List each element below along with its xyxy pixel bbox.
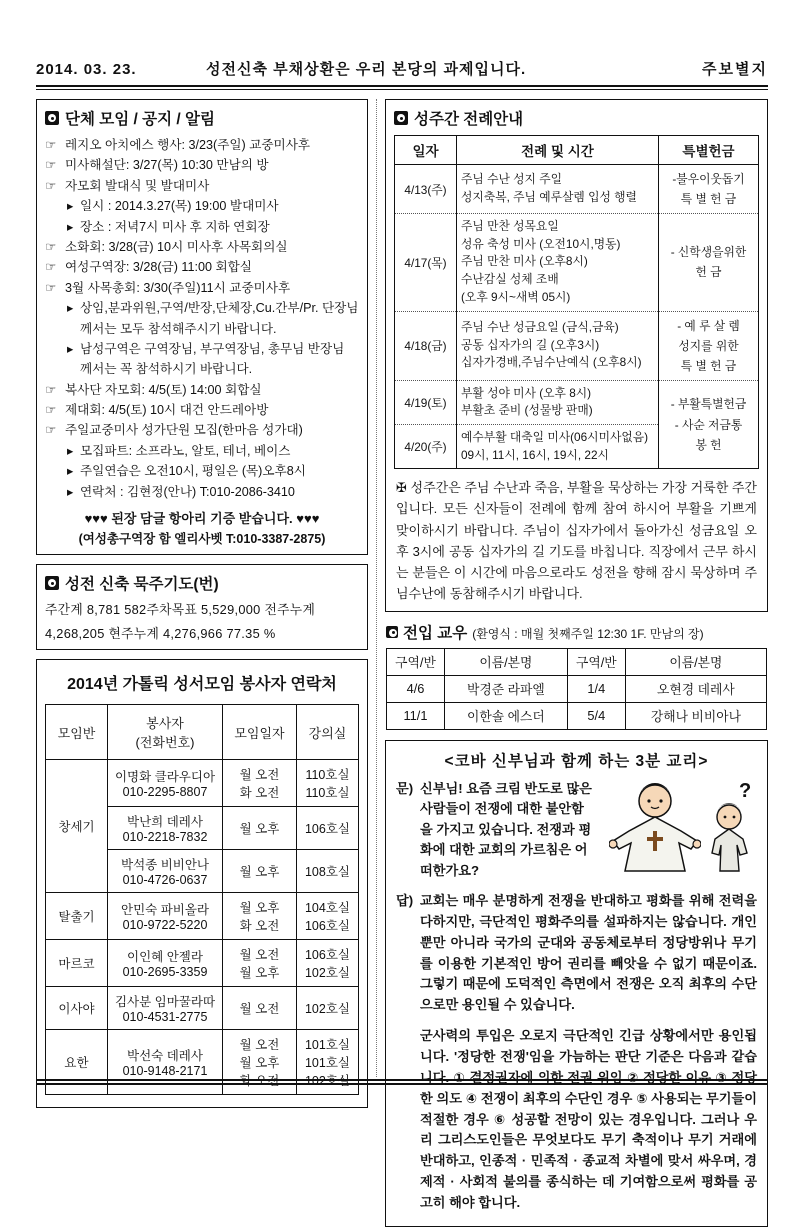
header-divider [36, 85, 768, 90]
offering-line: - 신학생을위한 [670, 245, 747, 260]
notice-subitem [45, 441, 359, 461]
rosary-section [36, 564, 368, 650]
transfers-table [386, 648, 767, 730]
holy-week-section [385, 99, 768, 612]
arrow-bullet-icon: ▸ [67, 219, 74, 234]
holy-week-note [394, 477, 759, 603]
pointing-hand-icon: ☞ [45, 158, 57, 173]
notice-item [45, 155, 359, 175]
room: 102호실 [304, 1074, 350, 1089]
offering-line: 특 별 헌 금 [680, 358, 737, 373]
room: 108호실 [304, 865, 350, 880]
cell-group: 이사야 [46, 987, 108, 1030]
section-bullet-icon [45, 111, 59, 125]
day: 월 오전 [239, 768, 280, 783]
cell-day [223, 807, 297, 850]
volunteer-phone: 010-4531-2775 [122, 1010, 208, 1025]
notice-item [45, 176, 359, 196]
pointing-hand-icon: ☞ [45, 178, 57, 193]
transfers-subtitle: (환영식 : 매월 첫째주일 12:30 1F. 만남의 장) [472, 626, 704, 641]
notice-item [45, 278, 359, 298]
rosary-title-row [45, 572, 359, 594]
notice-item [45, 380, 359, 400]
offering-line: -불우이웃돕기 [672, 172, 745, 186]
header-date: 2014. 03. 23. [36, 61, 137, 78]
cell-room [297, 940, 359, 987]
cell-offering [659, 311, 759, 380]
liturgy-line: 주님 만찬 성목요일 [461, 219, 559, 234]
cell-zone: 4/6 [387, 675, 445, 702]
question-mark: ? [739, 779, 752, 802]
table-row [395, 380, 759, 424]
pointing-hand-icon: ☞ [45, 403, 57, 418]
liturgy-line: 공동 십자가의 길 (오후3시) [461, 337, 600, 352]
cell-person [108, 893, 223, 940]
volunteer-phone: 010-2695-3359 [122, 965, 208, 980]
pointing-hand-icon: ☞ [45, 138, 57, 152]
cell-group: 창세기 [46, 760, 108, 893]
page-header [36, 58, 768, 79]
pointing-hand-icon: ☞ [45, 382, 57, 397]
table-row [46, 987, 359, 1030]
answer-paragraph-2: 군사력의 투입은 오로지 극단적인 긴급 상황에서만 용인됩니다. '정당한 전쟁'임을 가늠하는 판단 기준은 다음과 같습니다. ① 결정권자에 의한 전권 위임 ② 정당한 이유 ③ 정당한 의도 ④ 전쟁이 최후의 수단인 경우 ⑤ 사용되는 무기들이 적절한 경우 ⑥ 성공할 전망이 있는 경우입니다. 그러나 우리 그리스도인들은 무엇보다도 무기 축적이나 무기 거래에 반대하고, 인종적 · 민족적 · 종교적 차별에 맞서 싸우며, 경제적 · 사회적 불의를 종식하는 데 기여함으로써 평화를 공고히 해야 합니다. [420, 1028, 757, 1210]
arrow-bullet-icon: ▸ [67, 464, 74, 479]
volunteer-name: 박난희 데레사 [127, 815, 203, 830]
col-header-group: 모임반 [46, 705, 108, 760]
col-header-room: 강의실 [297, 705, 359, 760]
offering-line: 성지를 위한 [678, 338, 739, 353]
notices-title: 단체 모임 / 공지 / 알림 [65, 111, 215, 128]
left-column [36, 99, 368, 1227]
day: 월 오후 [239, 901, 280, 916]
day: 화 오전 [239, 919, 280, 934]
table-row [395, 214, 759, 311]
room: 102호실 [304, 966, 350, 981]
volunteer-name: 김사분 임마꿀라따 [114, 995, 216, 1010]
volunteers-section [36, 659, 368, 1108]
volunteer-phone: 010-2218-7832 [122, 830, 208, 845]
notice-text: 여성구역장: 3/28(금) 11:00 회합실 [65, 260, 252, 275]
table-row [387, 675, 767, 702]
volunteer-name: 이인혜 안젤라 [127, 950, 203, 965]
transfers-title: 전입 교우 [403, 624, 468, 642]
notice-item [45, 420, 359, 440]
cell-day [223, 850, 297, 893]
day: 월 오후 [239, 822, 280, 837]
column-divider [368, 99, 377, 1077]
notice-text: 연락처 : 김현정(안나) T:010-2086-3410 [80, 484, 295, 499]
room: 106호실 [304, 822, 350, 837]
volunteer-phone: 010-2295-8807 [122, 785, 208, 800]
pointing-hand-icon: ☞ [45, 239, 57, 254]
notice-text: 모집파트: 소프라노, 알토, 테너, 베이스 [80, 443, 291, 458]
cell-room [297, 893, 359, 940]
day: 월 오후 [239, 1056, 280, 1071]
holy-week-note-text: 성주간은 주님 수난과 죽음, 부활을 묵상하는 가장 거룩한 주간입니다. 모든 신자들이 전례에 함께 참여 하시어 부활을 기쁘게 맞이하시기 바랍니다. 주님이 십자가에서 돌아가신 성금요일 오후 3시에 공동 십자가의 길 기도를 바칩니다. 직장에서 근무 하시는 분들은 이 시간에 마음으로라도 성전을 향해 잠시 묵상하며 주님수난에 동참해주시기 바랍니다. [396, 480, 757, 601]
cell-person [108, 850, 223, 893]
cell-offering [659, 214, 759, 311]
notice-item [45, 400, 359, 420]
volunteer-name: 박선숙 데레사 [127, 1049, 203, 1064]
rosary-stats-line2: 4,268,205 현주누계 4,276,966 77.35 % [45, 626, 276, 642]
arrow-bullet-icon: ▸ [67, 301, 74, 316]
offering-line: - 예 루 살 렘 [677, 318, 740, 333]
liturgy-line: 성지축복, 주님 예루살렘 입성 행렬 [461, 190, 637, 205]
cell-day [223, 760, 297, 807]
notices-section [36, 99, 368, 555]
holy-week-title: 성주간 전례안내 [414, 111, 524, 128]
cell-date: 4/18(금) [395, 311, 457, 380]
offering-line: 헌 금 [695, 265, 722, 280]
rosary-stats-line1: 주간계 8,781 582주차목표 5,529,000 전주누계 [45, 602, 316, 618]
liturgy-line: 주님 수난 성지 주일 [461, 172, 562, 187]
col-header-person [108, 705, 223, 760]
cell-zone: 11/1 [387, 702, 445, 729]
liturgy-line: 십자가경배,주님수난예식 (오후8시) [461, 355, 642, 370]
catechism-answer-block [396, 891, 757, 1016]
cell-date: 4/20(주) [395, 425, 457, 469]
notice-text: 남성구역은 구역장님, 부구역장님, 총무님 반장님 께서는 꼭 참석하시기 바랍니다. [80, 341, 345, 377]
pointing-hand-icon: ☞ [45, 423, 57, 438]
cell-day [223, 893, 297, 940]
notices-title-row [45, 107, 359, 129]
cell-room [297, 807, 359, 850]
table-row [395, 165, 759, 214]
cell-date: 4/17(목) [395, 214, 457, 311]
arrow-bullet-icon: ▸ [67, 484, 74, 499]
room: 101호실 [304, 1038, 350, 1053]
table-row [46, 760, 359, 807]
header-slogan: 성전신축 부채상환은 우리 본당의 과제입니다. [206, 61, 527, 78]
room: 110호실 [305, 786, 350, 801]
col-header-person-line2: (전화번호) [135, 735, 195, 751]
catechism-question-block [396, 779, 757, 881]
cell-room [297, 760, 359, 807]
question-text-wrap [396, 779, 593, 881]
day: 월 오후 [239, 966, 280, 981]
table-header-row [395, 136, 759, 165]
day: 월 오전 [239, 1002, 280, 1017]
answer-label: 답) [396, 892, 414, 908]
volunteer-phone: 010-9722-5220 [122, 918, 208, 933]
cell-person [108, 940, 223, 987]
section-bullet-icon [386, 626, 398, 638]
room: 106호실 [304, 948, 350, 963]
question-text: 신부님! 요즘 크림 반도로 많은 사람들이 전쟁에 대한 불안함을 가지고 있습니다. 전쟁과 평화에 대한 교회의 가르침은 어떠한가요? [420, 780, 592, 878]
holy-week-table [394, 135, 759, 469]
notice-text: 복사단 자모회: 4/5(토) 14:00 회합실 [65, 382, 262, 397]
volunteer-phone: 010-9148-2171 [122, 1064, 208, 1079]
cell-person [108, 807, 223, 850]
day: 월 오전 [239, 948, 280, 963]
day: 월 오후 [239, 865, 280, 880]
rosary-title: 성전 신축 묵주기도(번) [65, 576, 219, 594]
cell-offering [659, 380, 759, 469]
volunteer-name: 이명화 클라우디아 [114, 770, 216, 785]
cell-name: 오현경 데레사 [625, 675, 766, 702]
offering-line: - 사순 저금통 [674, 417, 743, 432]
notice-text: 일시 : 2014.3.27(목) 19:00 발대미사 [80, 199, 279, 214]
cell-group: 마르코 [46, 940, 108, 987]
table-row [387, 702, 767, 729]
pointing-hand-icon: ☞ [45, 260, 57, 275]
cell-group: 탈출기 [46, 893, 108, 940]
notice-text: 3월 사목총회: 3/30(주일)11시 교중미사후 [65, 280, 291, 295]
cell-zone: 1/4 [567, 675, 625, 702]
notice-subitem [45, 217, 359, 237]
liturgy-line: (오후 9시~새벽 05시) [461, 289, 571, 304]
cell-person [108, 760, 223, 807]
notice-subitem [45, 196, 359, 216]
notice-text: 주일교중미사 성가단원 모집(한마음 성가대) [65, 423, 303, 438]
col-header-date: 일자 [395, 136, 457, 165]
section-bullet-icon [394, 111, 408, 125]
notice-text: 자모회 발대식 및 발대미사 [65, 178, 210, 193]
cell-room [297, 987, 359, 1030]
cell-name: 강해나 비비아나 [625, 702, 766, 729]
volunteers-title: 2014년 가톨릭 성서모임 봉사자 연락처 [67, 676, 337, 694]
volunteer-name: 박석종 비비안나 [121, 858, 209, 873]
col-header-liturgy: 전례 및 시간 [457, 136, 659, 165]
cell-name: 이한솔 에스더 [445, 702, 568, 729]
liturgy-line: 예수부활 대축일 미사(06시미사없음) [461, 430, 649, 445]
cell-liturgy [457, 214, 659, 311]
footer-divider [36, 1079, 768, 1085]
col-header-offering: 특별헌금 [659, 136, 759, 165]
volunteers-table [45, 704, 359, 1095]
notice-item [45, 257, 359, 277]
day: 화 오전 [239, 786, 280, 801]
liturgy-line: 주님 수난 성금요일 (금식,금육) [461, 320, 619, 335]
cell-group: 요한 [46, 1030, 108, 1095]
question-person-illustration [707, 779, 757, 879]
section-bullet-icon [45, 576, 59, 590]
col-header-zone: 구역/반 [387, 648, 445, 675]
notice-text: 장소 : 저녁7시 미사 후 지하 연회장 [80, 219, 270, 234]
col-header-person-line1: 봉사자 [146, 716, 184, 732]
pointing-hand-icon: ☞ [45, 280, 57, 295]
hearts-announcement: ♥♥♥ 된장 담글 항아리 기증 받습니다. ♥♥♥ [84, 511, 320, 527]
cross-icon: ✠ [396, 480, 407, 496]
cell-date: 4/13(주) [395, 165, 457, 214]
two-column-layout [36, 99, 768, 1227]
transfers-title-wrap [386, 621, 467, 643]
room: 106호실 [304, 919, 350, 934]
header-edition: 주보별지 [702, 61, 768, 78]
cell-zone: 5/4 [567, 702, 625, 729]
cell-day [223, 940, 297, 987]
catechism-title: <코바 신부님과 함께 하는 3분 교리> [444, 752, 709, 770]
right-column [385, 99, 768, 1227]
holy-week-title-row [394, 107, 759, 129]
table-row [46, 940, 359, 987]
question-label: 문) [396, 780, 414, 796]
col-header-name: 이름/본명 [625, 648, 766, 675]
notice-item [45, 237, 359, 257]
notice-subitem [45, 339, 359, 380]
table-header-row [46, 705, 359, 760]
day: 월 오전 [239, 1038, 280, 1053]
arrow-bullet-icon: ▸ [67, 341, 74, 356]
day: 화 오전 [239, 1074, 280, 1089]
cell-name: 박경준 라파엘 [445, 675, 568, 702]
cell-liturgy [457, 165, 659, 214]
room: 110호실 [305, 768, 350, 783]
room: 101호실 [304, 1056, 350, 1071]
room: 104호실 [304, 901, 350, 916]
cell-room [297, 850, 359, 893]
liturgy-line: 부활초 준비 (성물방 판매) [461, 403, 593, 418]
offering-line: 특 별 헌 금 [680, 192, 737, 207]
notice-text: 상임,분과위원,구역/반장,단체장,Cu.간부/Pr. 단장님께서는 모두 참석해주시기 바랍니다. [80, 301, 359, 336]
notice-subitem [45, 298, 359, 339]
cell-liturgy [457, 380, 659, 424]
cell-offering [659, 165, 759, 214]
liturgy-line: 09시, 11시, 16시, 19시, 22시 [461, 447, 609, 462]
offering-line: 봉 헌 [695, 437, 722, 452]
transfers-section [385, 620, 768, 731]
catechism-illustrations [597, 779, 757, 881]
notice-item [45, 135, 359, 155]
volunteer-name: 안민숙 파비올라 [121, 903, 209, 918]
table-row [46, 893, 359, 940]
notice-list [45, 135, 359, 502]
arrow-bullet-icon: ▸ [67, 443, 74, 458]
priest-illustration [609, 779, 701, 879]
liturgy-line: 수난감실 성체 조배 [461, 272, 559, 287]
table-header-row [387, 648, 767, 675]
notice-subitem [45, 461, 359, 481]
liturgy-line: 성유 축성 미사 (오전10시,명동) [461, 236, 621, 251]
col-header-day: 모임일자 [223, 705, 297, 760]
notice-text: 소화회: 3/28(금) 10시 미사후 사목회의실 [65, 239, 288, 254]
volunteer-phone: 010-4726-0637 [122, 873, 208, 888]
cell-person [108, 987, 223, 1030]
col-header-name: 이름/본명 [445, 648, 568, 675]
notice-text: 미사해설단: 3/27(목) 10:30 만남의 방 [65, 158, 269, 173]
table-row [395, 311, 759, 380]
cell-day [223, 987, 297, 1030]
hearts-contact: (여성총구역장 함 엘리사벳 T:010-3387-2875) [78, 532, 326, 547]
liturgy-line: 부활 성야 미사 (오후 8시) [461, 385, 592, 400]
arrow-bullet-icon: ▸ [67, 199, 74, 214]
col-header-zone: 구역/반 [567, 648, 625, 675]
liturgy-line: 주님 만찬 미사 (오후8시) [461, 254, 588, 269]
transfers-title-row [386, 621, 767, 643]
notice-subitem [45, 482, 359, 502]
answer-paragraph-1: 교회는 매우 분명하게 전쟁을 반대하고 평화를 위해 전력을 다하지만, 극단적인 평화주의를 설파하지는 않습니다. 개인뿐만 아니라 국가의 군대와 공동체로부터 정당방위나 무기를 이용한 기본적인 방어 권리를 빼앗을 수 없기 때문이죠. 그렇기 때문에 도덕적인 측면에서 전쟁은 오직 최후의 수단으로만 용인될 수 있습니다. [420, 892, 757, 1013]
cell-liturgy [457, 311, 659, 380]
cell-date: 4/19(토) [395, 380, 457, 424]
notice-text: 주일연습은 오전10시, 평일은 (목)오후8시 [80, 464, 306, 479]
offering-line: - 부활특별헌금 [670, 397, 747, 412]
catechism-section [385, 740, 768, 1227]
notice-text: 제대회: 4/5(토) 10시 대건 안드레아방 [65, 403, 269, 418]
room: 102호실 [304, 1002, 350, 1017]
notice-text: 레지오 아치에스 행사: 3/23(주일) 교중미사후 [65, 138, 311, 152]
cell-liturgy [457, 425, 659, 469]
